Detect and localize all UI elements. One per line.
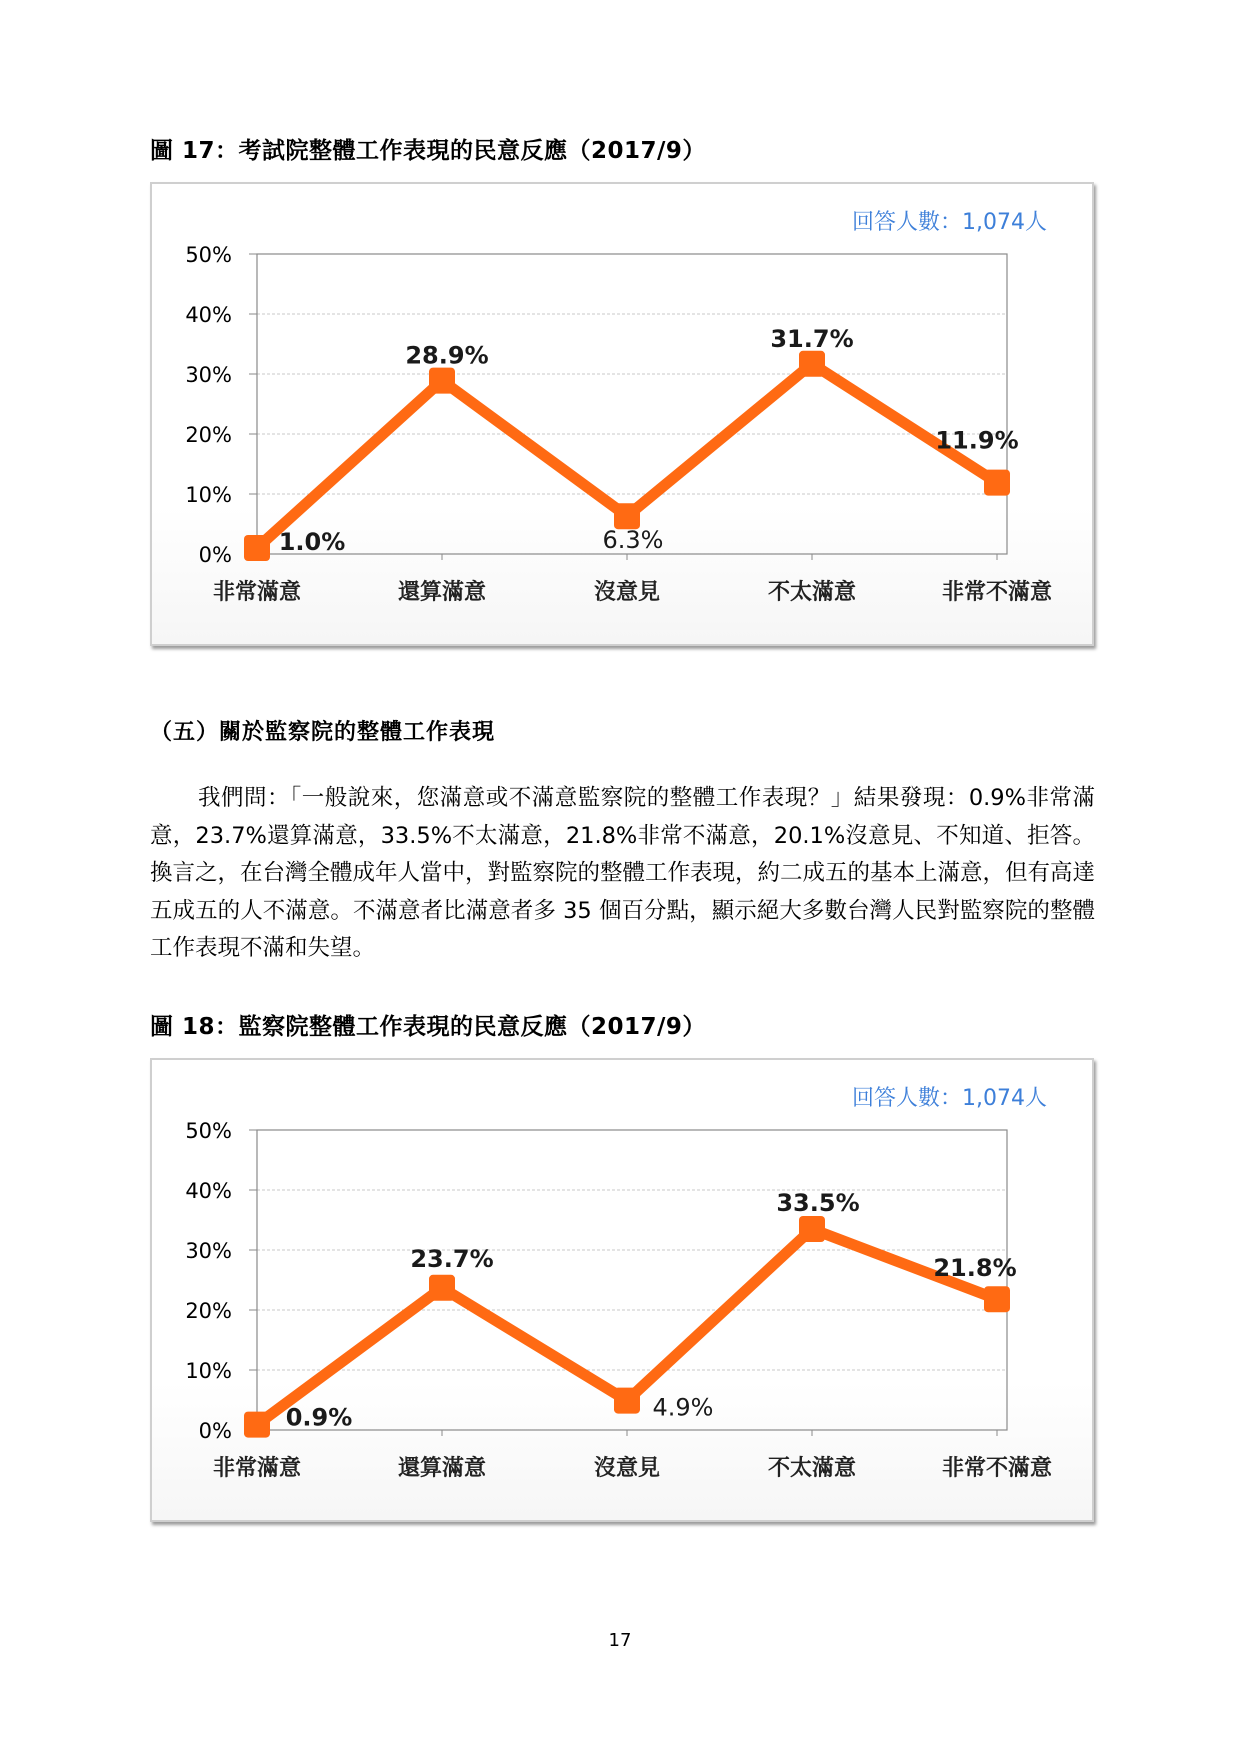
- y-tick-label: 30%: [185, 363, 232, 387]
- data-label: 21.8%: [933, 1254, 1017, 1283]
- data-point: [799, 351, 825, 377]
- data-point: [429, 368, 455, 394]
- chart-17-svg: [152, 184, 1092, 644]
- x-category-label: 還算滿意: [397, 580, 487, 605]
- y-tick-label: 10%: [185, 1359, 232, 1383]
- chart-18-svg: [152, 1060, 1092, 1520]
- data-label: 6.3%: [602, 526, 664, 555]
- respondents-label: 回答人數：1,074人: [852, 1086, 1047, 1111]
- data-label: 0.9%: [285, 1403, 353, 1432]
- chart-frame-18: [150, 1058, 1094, 1522]
- x-category-label: 非常不滿意: [941, 1456, 1053, 1481]
- y-tick-label: 40%: [185, 303, 232, 327]
- figure-18-caption: 圖 18：監察院整體工作表現的民意反應（2017/9）: [150, 1014, 706, 1040]
- data-label: 1.0%: [278, 528, 346, 556]
- y-tick-label: 40%: [185, 1179, 232, 1203]
- data-label: 23.7%: [410, 1244, 494, 1273]
- plot-area: [257, 1130, 1007, 1430]
- data-label: 33.5%: [776, 1189, 860, 1217]
- page-number: 17: [608, 1630, 632, 1651]
- data-point: [244, 535, 270, 561]
- data-label: 11.9%: [935, 426, 1019, 455]
- figure-17-caption: 圖 17：考試院整體工作表現的民意反應（2017/9）: [150, 138, 706, 164]
- x-category-label: 非常滿意: [212, 580, 302, 605]
- data-label: 4.9%: [652, 1393, 714, 1422]
- x-category-label: 沒意見: [593, 1456, 661, 1481]
- y-tick-label: 0%: [198, 543, 232, 567]
- data-point: [244, 1412, 270, 1438]
- y-tick-label: 10%: [185, 483, 232, 507]
- x-category-label: 不太滿意: [767, 1456, 857, 1481]
- x-category-label: 沒意見: [593, 580, 661, 605]
- section-heading: （五）關於監察院的整體工作表現: [150, 719, 496, 745]
- data-label: 31.7%: [770, 324, 854, 353]
- y-tick-label: 50%: [185, 243, 232, 267]
- body-paragraph: 我們問：「一般說來，您滿意或不滿意監察院的整體工作表現？」結果發現：0.9%非常滿意，23.7%還算滿意，33.5%不太滿意，21.8%非常不滿意，20.1%沒意見、不知道、拒答。換言之，在台灣全體成年人當中，對監察院的整體工作表現，約二成五的基本上滿意，但有高達五成五的人不滿意。不滿意者比滿意者多 35 個百分點，顯示絕大多數台灣人民對監察院的整體工作表現不滿和失望。: [150, 785, 1096, 961]
- y-tick-label: 30%: [185, 1239, 232, 1263]
- x-category-label: 不太滿意: [767, 580, 857, 605]
- data-point: [984, 1286, 1010, 1312]
- data-point: [614, 1388, 640, 1414]
- data-label: 28.9%: [405, 341, 489, 370]
- data-point: [799, 1216, 825, 1242]
- chart-frame-17: [150, 182, 1094, 646]
- x-category-label: 非常滿意: [212, 1456, 302, 1481]
- y-tick-label: 50%: [185, 1119, 232, 1143]
- y-tick-label: 20%: [185, 423, 232, 447]
- respondents-label: 回答人數：1,074人: [852, 210, 1047, 235]
- y-tick-label: 20%: [185, 1299, 232, 1323]
- data-point: [984, 470, 1010, 496]
- data-point: [429, 1275, 455, 1301]
- x-category-label: 非常不滿意: [941, 580, 1053, 605]
- x-category-label: 還算滿意: [397, 1456, 487, 1481]
- y-tick-label: 0%: [198, 1419, 232, 1443]
